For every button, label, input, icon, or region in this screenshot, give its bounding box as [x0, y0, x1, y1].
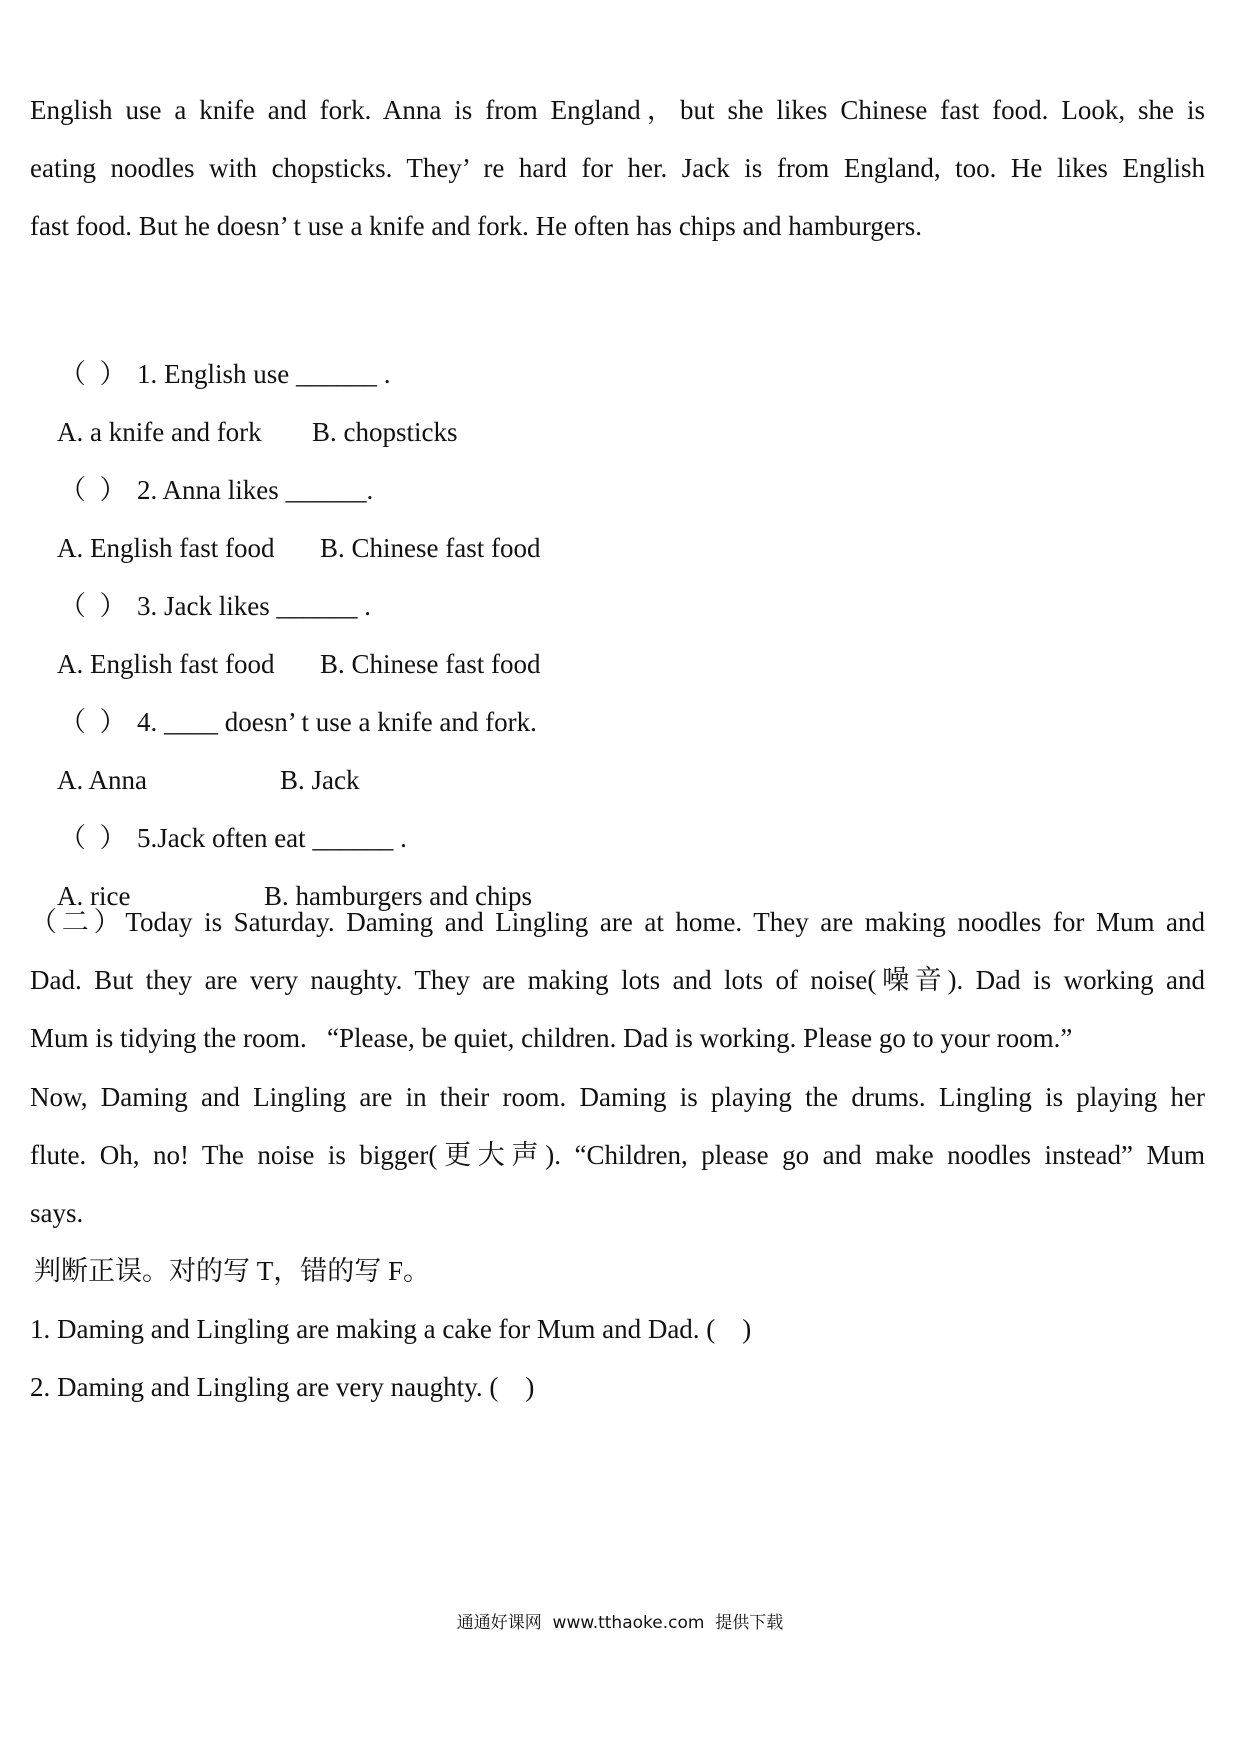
answer-bracket: （ ） — [59, 707, 127, 737]
option-a: A. English fast food — [57, 649, 275, 679]
passage2-line-5: flute. Oh, no! The noise is bigger(更大声). “Children, please go and make noodles instead” Mum — [30, 1140, 1205, 1170]
question-stem: 5.Jack often eat ______ . — [137, 823, 407, 853]
judge-item-2: 2. Daming and Lingling are very naughty. ( ) — [30, 1372, 535, 1402]
answer-bracket: （ ） — [59, 475, 127, 505]
judge-item-1: 1. Daming and Lingling are making a cake for Mum and Dad. ( ) — [30, 1314, 752, 1344]
question-stem: 4. ____ doesn’ t use a knife and fork. — [137, 707, 537, 737]
passage1-line-3: fast food. But he doesn’ t use a knife and fork. He often has chips and hamburgers. — [30, 211, 923, 241]
question-stem: 2. Anna likes ______. — [137, 475, 374, 505]
passage2-line-2: Dad. But they are very naughty. They are making lots and lots of noise(噪音). Dad is working and — [30, 965, 1205, 995]
passage2-line-1: （二）Today is Saturday. Daming and Lingling are at home. They are making noodles for Mum and — [30, 907, 1205, 937]
question-stem: 3. Jack likes ______ . — [137, 591, 371, 621]
judge-instruction: 判断正误。对的写 T，错的写 F。 — [34, 1256, 431, 1286]
option-b: B. Chinese fast food — [320, 649, 541, 679]
option-a: A. rice — [57, 881, 131, 911]
option-b: B. chopsticks — [312, 417, 458, 447]
option-a: A. English fast food — [57, 533, 275, 563]
passage1-line-2: eating noodles with chopsticks. They’ re hard for her. Jack is from England, too. He likes English — [30, 153, 1205, 183]
answer-bracket: （ ） — [59, 591, 127, 621]
option-b: B. Jack — [280, 765, 360, 795]
option-b: B. Chinese fast food — [320, 533, 541, 563]
option-a: A. a knife and fork — [57, 417, 262, 447]
passage1-line-1: English use a knife and fork. Anna is from England，but she likes Chinese fast food. Look, she is — [30, 95, 1205, 125]
footer-credit: 通通好课网 www.tthaoke.com 提供下载 — [456, 1613, 784, 1633]
question-stem: 1. English use ______ . — [137, 359, 391, 389]
option-b: B. hamburgers and chips — [264, 881, 532, 911]
answer-bracket: （ ） — [59, 823, 127, 853]
passage2-line-3: Mum is tidying the room. “Please, be quiet, children. Dad is working. Please go to your room.” — [30, 1023, 1073, 1053]
passage2-line-4: Now, Daming and Lingling are in their room. Daming is playing the drums. Lingling is playing her — [30, 1082, 1205, 1112]
option-a: A. Anna — [57, 765, 147, 795]
answer-bracket: （ ） — [59, 359, 127, 389]
passage2-line-6: says. — [30, 1198, 84, 1228]
